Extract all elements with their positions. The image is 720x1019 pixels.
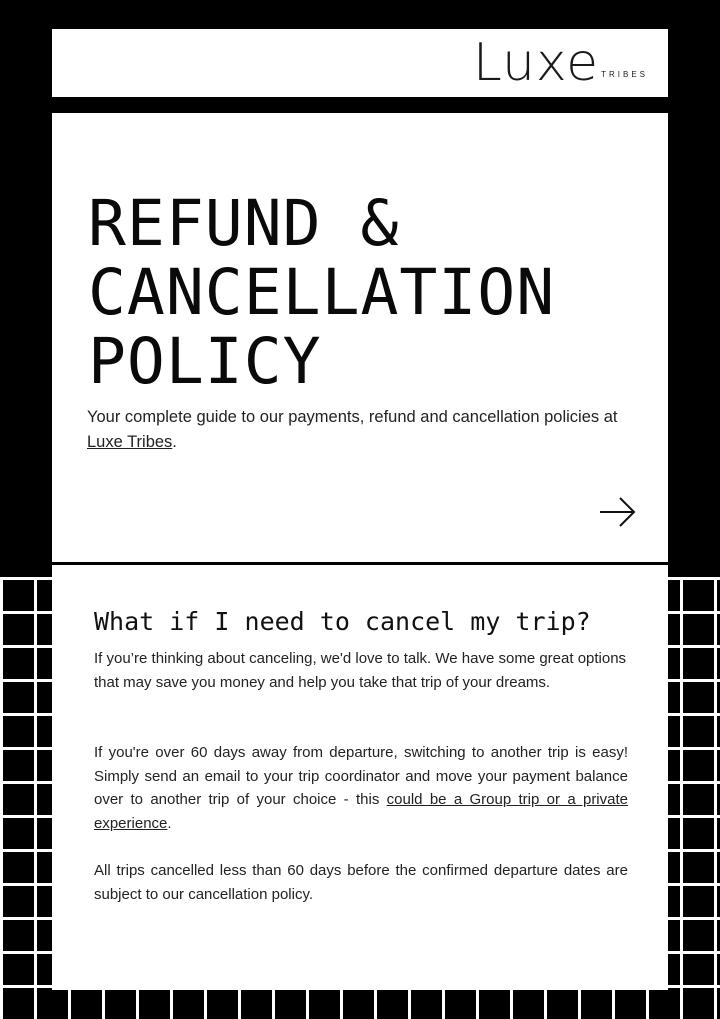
- logo-subtext: TRIBES: [601, 70, 648, 79]
- hero-panel: [52, 113, 668, 562]
- paragraph-switch: [94, 741, 628, 835]
- hero-subtitle-period: .: [172, 433, 177, 451]
- paragraph-policy: All trips cancelled less than 60 days before the confirmed departure dates are subject to our cancellation policy.: [94, 862, 628, 903]
- section-title: What if I need to cancel my trip?: [94, 607, 591, 636]
- logo-wordmark: Luxe: [472, 33, 600, 93]
- page-title: REFUND & CANCELLATION POLICY: [88, 187, 556, 398]
- paragraph-switch-text: If you're over 60 days away from departure, switching to another trip is easy! Simply send an email to your trip coordinator and move your payment balance over to another trip of your choice - this: [94, 744, 628, 808]
- paragraph-switch-period: .: [167, 814, 172, 832]
- luxe-tribes-logo[interactable]: [472, 33, 648, 93]
- header-bar: [52, 29, 668, 97]
- group-trip-link[interactable]: could be a Group trip or a private experience: [94, 791, 628, 832]
- luxe-tribes-link[interactable]: Luxe Tribes: [87, 433, 173, 451]
- hero-subtitle: [87, 405, 647, 455]
- arrow-right-icon: [598, 495, 638, 529]
- hero-subtitle-text: Your complete guide to our payments, refund and cancellation policies at: [87, 408, 618, 426]
- next-arrow-button[interactable]: [598, 495, 638, 529]
- paragraph-talk: If you’re thinking about canceling, we'd love to talk. We have some great options that may save you money and help you take that trip of your dreams.: [94, 650, 627, 691]
- cancel-section: [52, 565, 668, 990]
